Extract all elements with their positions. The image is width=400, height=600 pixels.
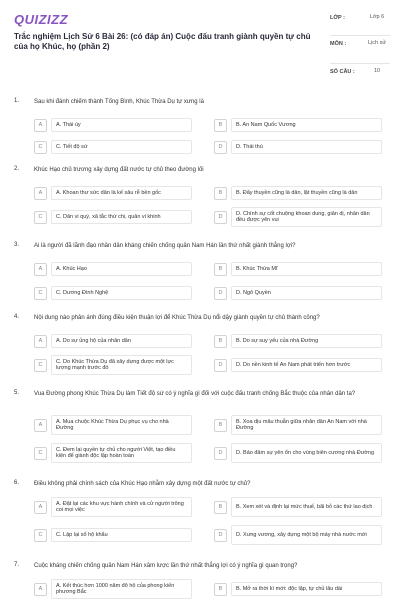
- option-letter: D: [214, 359, 227, 372]
- option-b[interactable]: [214, 332, 382, 350]
- option-c[interactable]: [34, 138, 192, 156]
- option-letter: A: [34, 419, 47, 432]
- meta-value: 10: [373, 68, 381, 74]
- option-letter: C: [34, 287, 47, 300]
- option-d[interactable]: [214, 442, 382, 464]
- option-a[interactable]: [34, 332, 192, 350]
- option-letter: C: [34, 141, 47, 154]
- question-number: 4.: [14, 314, 20, 320]
- option-letter: B: [214, 263, 227, 276]
- option-letter: B: [214, 335, 227, 348]
- option-letter: D: [214, 529, 227, 542]
- option-text: B. Đẩy thuyền cũng là dân, lật thuyền cũng là dân: [231, 186, 382, 200]
- option-letter: A: [34, 263, 47, 276]
- question-number: 2.: [14, 166, 20, 172]
- option-b[interactable]: [214, 184, 382, 202]
- option-a[interactable]: [34, 184, 192, 202]
- option-text: B. An Nam Quốc Vương: [231, 118, 382, 132]
- option-letter: B: [214, 119, 227, 132]
- meta-label: SỐ CÂU :: [330, 69, 355, 75]
- option-letter: A: [34, 335, 47, 348]
- option-text: A. Thái úy: [51, 118, 192, 132]
- question-number: 7.: [14, 562, 20, 568]
- option-d[interactable]: [214, 206, 382, 228]
- option-letter: C: [34, 211, 47, 224]
- meta-row-class: [330, 10, 390, 36]
- question-text: Ai là người đã lãnh đạo nhân dân kháng chiến chống quân Nam Hán lần thứ nhất giành thắng lợi?: [34, 243, 296, 249]
- question-text: Nội dung nào phản ánh đúng điều kiện thuận lợi để Khúc Thừa Dụ nổi dậy giành quyền tự chủ thành công?: [34, 315, 320, 321]
- option-text: D. Ngô Quyền: [231, 286, 382, 300]
- option-c[interactable]: [34, 526, 192, 544]
- option-text: B. Do sự suy yếu của nhà Đường: [231, 334, 382, 348]
- meta-row-count: [330, 64, 390, 78]
- question-number: 6.: [14, 480, 20, 486]
- question-number: 5.: [14, 390, 20, 396]
- option-b[interactable]: [214, 496, 382, 518]
- option-text: A. Đặt lại các khu vực hành chính và cử người trông coi mọi việc: [51, 497, 192, 517]
- option-letter: A: [34, 187, 47, 200]
- option-a[interactable]: [34, 116, 192, 134]
- question-number: 3.: [14, 242, 20, 248]
- option-letter: D: [214, 211, 227, 224]
- option-letter: A: [34, 119, 47, 132]
- option-letter: A: [34, 583, 47, 596]
- option-text: C. Tiết độ sứ: [51, 140, 192, 154]
- option-c[interactable]: [34, 442, 192, 464]
- worksheet-title: Trắc nghiệm Lịch Sử 6 Bài 26: (có đáp án) Cuộc đấu tranh giành quyền tự chủ của họ Khúc, họ (phần 2): [14, 32, 311, 51]
- option-text: C. Do Khúc Thừa Dụ đã xây dựng được một lực lượng mạnh trước đó: [51, 355, 192, 375]
- meta-row-subject: [330, 36, 390, 64]
- option-text: C. Đem lại quyền tự chủ cho người Việt, tạo điều kiện để giành độc lập hoàn toàn: [51, 443, 192, 463]
- option-d[interactable]: [214, 138, 382, 156]
- option-a[interactable]: [34, 260, 192, 278]
- option-text: C. Lập lại sổ hộ khẩu: [51, 528, 192, 542]
- quizizz-logo: QUIZIZZ: [14, 12, 69, 27]
- option-a[interactable]: [34, 578, 192, 600]
- option-a[interactable]: [34, 496, 192, 518]
- option-letter: A: [34, 501, 47, 514]
- question-number: 1.: [14, 98, 20, 104]
- option-letter: C: [34, 447, 47, 460]
- meta-value: Lịch sử: [367, 40, 387, 46]
- option-text: B. Xem xét và định lại mức thuế, bãi bỏ các thứ lao dịch: [231, 497, 382, 517]
- option-letter: B: [214, 501, 227, 514]
- option-text: D. Do nền kinh tế An Nam phát triển hơn trước: [231, 358, 382, 372]
- option-letter: D: [214, 447, 227, 460]
- option-letter: C: [34, 359, 47, 372]
- option-b[interactable]: [214, 580, 382, 598]
- meta-label: MÔN :: [330, 41, 347, 47]
- option-text: B. Xoa dịu mâu thuẫn giữa nhân dân An Nam với nhà Đường: [231, 415, 382, 435]
- option-d[interactable]: [214, 284, 382, 302]
- option-text: A. Do sự ủng hộ của nhân dân: [51, 334, 192, 348]
- option-b[interactable]: [214, 116, 382, 134]
- worksheet-header: [0, 0, 400, 84]
- option-c[interactable]: [34, 208, 192, 226]
- option-b[interactable]: [214, 414, 382, 436]
- option-a[interactable]: [34, 414, 192, 436]
- option-text: D. Chính sự cốt chuộng khoan dung, giản dị, nhân dân đều được yên vui: [231, 207, 382, 227]
- option-letter: B: [214, 187, 227, 200]
- option-letter: B: [214, 419, 227, 432]
- option-text: C. Dân vi quý, xã tắc thứ chi, quân vi khinh: [51, 210, 192, 224]
- option-letter: C: [34, 529, 47, 542]
- meta-value: Lớp 6: [369, 14, 385, 20]
- option-letter: D: [214, 287, 227, 300]
- question-text: Vua Đường phong Khúc Thừa Dụ làm Tiết độ sứ có ý nghĩa gì đối với cuộc đấu tranh chống Bắc thuộc của nhân dân ta?: [34, 391, 356, 397]
- question-text: Sau khi đánh chiếm thành Tống Bình, Khúc Thừa Dụ tự xưng là: [34, 99, 204, 105]
- question-text: Điều không phải chính sách của Khúc Hạo nhằm xây dựng một đất nước tự chủ?: [34, 481, 251, 487]
- option-d[interactable]: [214, 524, 382, 546]
- option-c[interactable]: [34, 354, 192, 376]
- option-b[interactable]: [214, 260, 382, 278]
- option-text: B. Mở ra thời kì mới: độc lập, tự chủ lâu dài: [231, 582, 382, 596]
- option-d[interactable]: [214, 356, 382, 374]
- question-text: Khúc Hạo chủ trương xây dựng đất nước tự chủ theo đường lối: [34, 167, 204, 173]
- option-text: C. Dương Đình Nghệ: [51, 286, 192, 300]
- option-text: A. Mua chuộc Khúc Thừa Dụ phục vụ cho nhà Đường: [51, 415, 192, 435]
- option-text: D. Bảo đảm sự yên ổn cho vùng biên cương nhà Đường: [231, 443, 382, 463]
- option-text: A. Khoan thư sức dân là kế sâu rễ bền gốc: [51, 186, 192, 200]
- question-text: Cuộc kháng chiến chống quân Nam Hán xâm lược lần thứ nhất thắng lợi có ý nghĩa gì quan trọng?: [34, 563, 298, 569]
- option-text: A. Kết thúc hơn 1000 năm đô hộ của phong kiến phương Bắc: [51, 579, 192, 599]
- meta-label: LỚP :: [330, 15, 345, 21]
- option-letter: D: [214, 141, 227, 154]
- option-text: B. Khúc Thừa Mĩ: [231, 262, 382, 276]
- option-text: D. Thái thú: [231, 140, 382, 154]
- option-c[interactable]: [34, 284, 192, 302]
- option-text: A. Khúc Hạo: [51, 262, 192, 276]
- worksheet-meta: [330, 10, 390, 78]
- option-text: D. Xưng vương, xây dựng một bộ máy nhà nước mới: [231, 525, 382, 545]
- option-letter: B: [214, 583, 227, 596]
